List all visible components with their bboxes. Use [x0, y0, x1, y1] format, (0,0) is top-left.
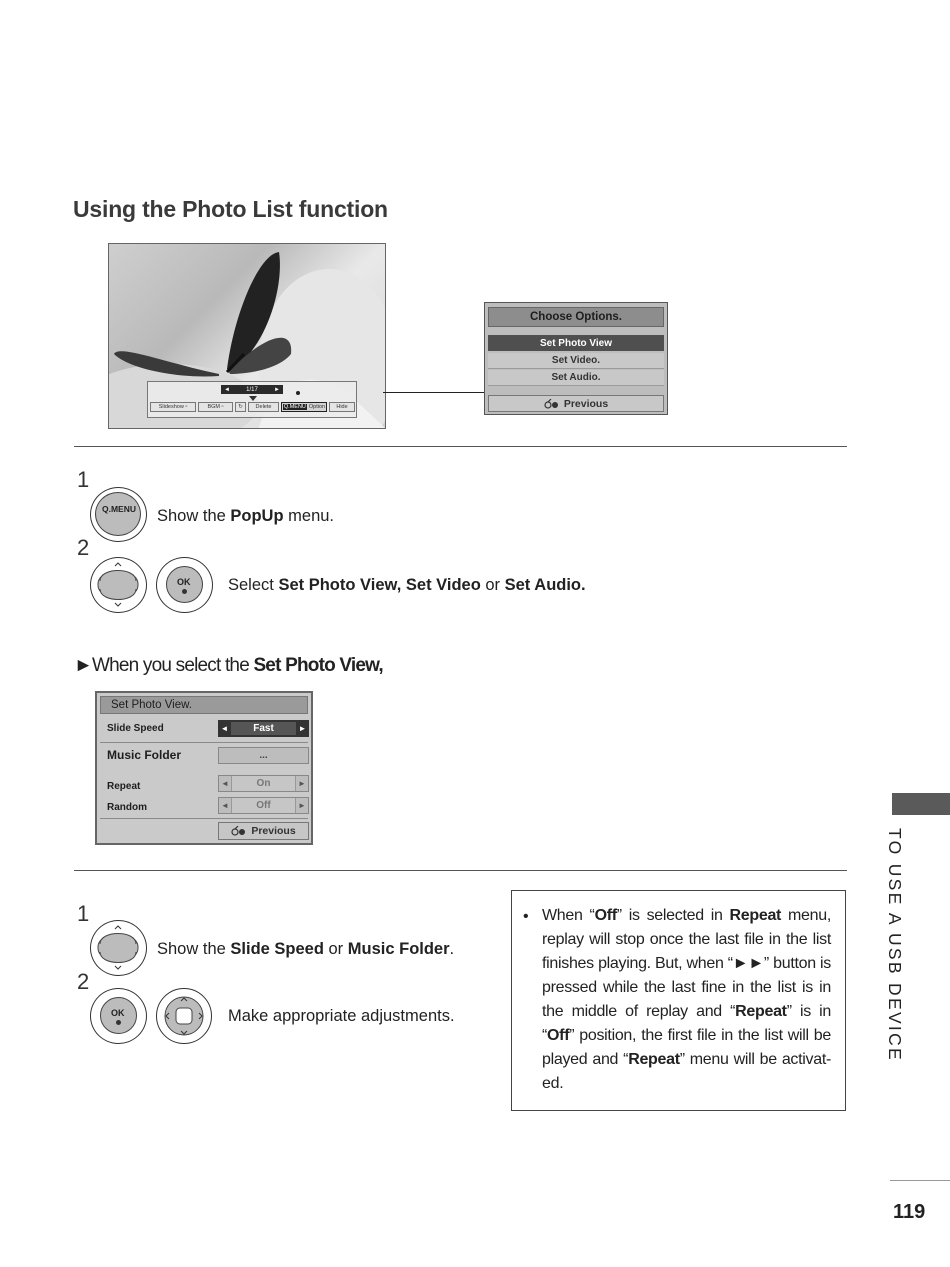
right-arrow-icon[interactable]: ► — [298, 724, 307, 733]
ok-remote-button: OK — [156, 557, 213, 613]
bgm-button[interactable]: BGM ▫ — [198, 402, 233, 412]
updown-arrows-icon — [90, 920, 147, 976]
menu-item-set-audio[interactable]: Set Audio. — [488, 370, 664, 386]
connector-line — [383, 392, 485, 393]
step1-instruction: Show the PopUp menu. — [157, 507, 335, 525]
page-title: Using the Photo List function — [73, 196, 388, 222]
connector-dot — [296, 391, 300, 395]
next-arrow-icon[interactable]: ► — [274, 386, 280, 393]
random-selector[interactable]: ◄ Off ► — [218, 797, 309, 814]
page-number: 119 — [893, 1201, 926, 1223]
menu-item-set-photo-view[interactable]: Set Photo View — [488, 335, 664, 351]
prev-arrow-icon[interactable]: ◄ — [224, 386, 230, 393]
set-photo-view-header: Set Photo View. — [100, 696, 308, 714]
step2-instruction: Make appropriate adjustments. — [228, 1007, 455, 1025]
repeat-selector[interactable]: ◄ On ► — [218, 775, 309, 792]
photo-screenshot — [108, 243, 386, 429]
ok-dot-icon — [182, 589, 187, 594]
subheading: ►When you select the Set Photo View, — [74, 655, 383, 676]
step-number: 1 — [77, 901, 90, 926]
divider — [74, 446, 847, 447]
slideshow-button[interactable]: Slideshow ▫ — [150, 402, 196, 412]
random-label: Random — [107, 802, 147, 813]
updown-nav-button — [90, 557, 147, 613]
bullet: • — [523, 908, 529, 925]
pointer-icon — [249, 396, 257, 401]
back-icon — [231, 826, 247, 836]
left-arrow-icon[interactable]: ◄ — [219, 776, 232, 791]
side-tab-marker — [892, 793, 950, 815]
repeat-label: Repeat — [107, 781, 141, 792]
previous-button[interactable]: Previous — [218, 822, 309, 840]
set-photo-view-menu — [95, 691, 313, 845]
music-folder-label: Music Folder — [107, 748, 182, 762]
rotate-button[interactable]: ↻ — [235, 402, 246, 412]
step-number: 2 — [77, 535, 90, 560]
step-number: 1 — [77, 467, 90, 492]
qmenu-remote-button: Q.MENU — [90, 487, 147, 542]
ok-dot-icon — [116, 1020, 121, 1025]
four-way-arrows-icon — [156, 988, 212, 1044]
four-way-nav-button — [156, 988, 212, 1044]
note-text: When “Off” is selected in Repeat menu, replay will stop once the last file in the list finishes playing. But, when “►►” button is pressed while the last fine in the list is in the middle of replay and “Repeat” is in “Off” position, the first file in the list will be played and “Repeat” menu will be activat-ed. — [542, 907, 831, 1092]
option-button[interactable]: Q.MENU Option — [281, 402, 327, 412]
step1-instruction: Show the Slide Speed or Music Folder. — [157, 940, 455, 958]
side-tab-label: TO USE A USB DEVICE — [885, 828, 905, 1062]
music-folder-selector[interactable]: ... — [218, 747, 309, 764]
choose-options-menu — [484, 302, 668, 415]
page-number-rule — [890, 1180, 950, 1181]
delete-button[interactable]: Delete — [248, 402, 279, 412]
slide-speed-selector[interactable]: ◄ Fast ► — [218, 720, 309, 737]
divider — [74, 870, 847, 871]
back-icon — [544, 399, 560, 409]
left-arrow-icon[interactable]: ◄ — [220, 724, 229, 733]
ok-remote-button: OK — [90, 988, 147, 1044]
choose-options-header: Choose Options. — [488, 307, 664, 327]
slide-speed-label: Slide Speed — [107, 723, 164, 734]
updown-arrows-icon — [90, 557, 147, 613]
hide-button[interactable]: Hide — [329, 402, 355, 412]
note-box — [511, 890, 846, 1111]
previous-button[interactable]: Previous — [488, 395, 664, 412]
menu-item-set-video[interactable]: Set Video. — [488, 353, 664, 369]
right-arrow-icon[interactable]: ► — [295, 776, 308, 791]
right-arrow-icon[interactable]: ► — [295, 798, 308, 813]
step-number: 2 — [77, 969, 90, 994]
left-arrow-icon[interactable]: ◄ — [219, 798, 232, 813]
updown-nav-button — [90, 920, 147, 976]
step2-instruction: Select Set Photo View, Set Video or Set Audio. — [228, 576, 586, 594]
photo-counter: ◄ 1/17 ► — [221, 385, 283, 394]
photo-osd-bar — [147, 381, 357, 418]
